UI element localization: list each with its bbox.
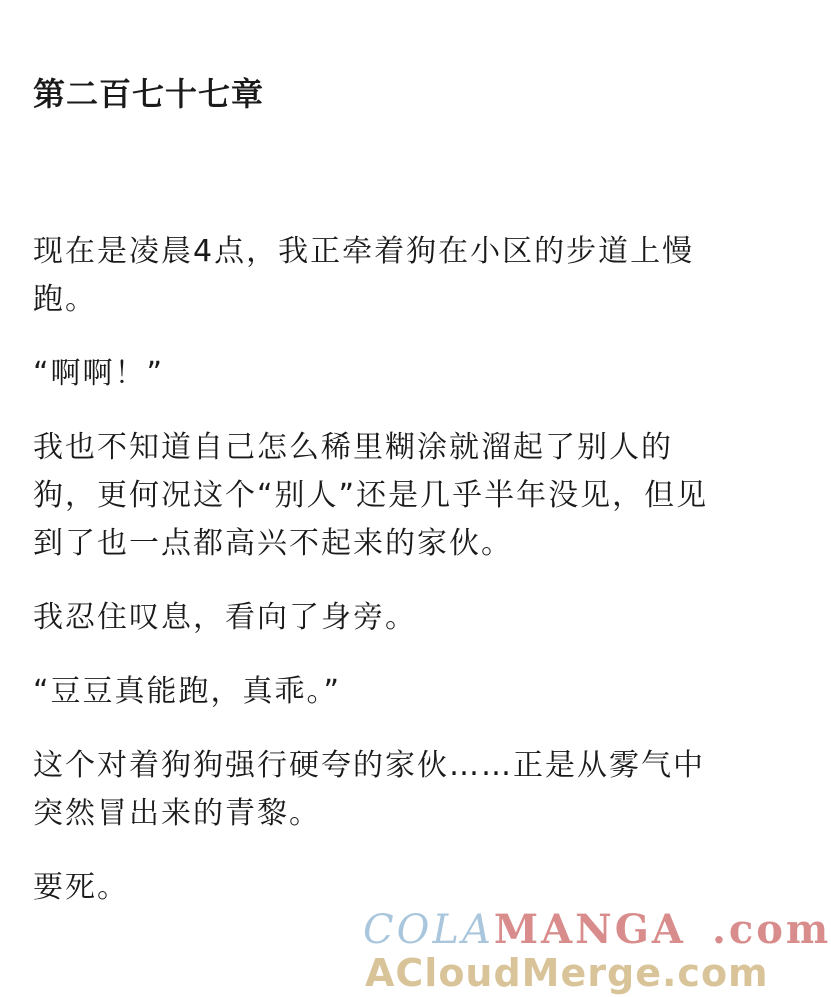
watermark-manga: MANGA — [493, 906, 686, 953]
watermark-dotcom: .com — [711, 906, 831, 953]
chapter-content — [33, 228, 733, 938]
paragraph: “啊啊！” — [33, 356, 165, 391]
paragraph: 现在是凌晨4点，我正牵着狗在小区的步道上慢跑。 — [33, 234, 695, 317]
paragraph: 我忍住叹息，看向了身旁。 — [33, 600, 417, 635]
paragraph: 要死。 — [33, 870, 129, 905]
watermark-brand — [363, 906, 831, 954]
watermark — [355, 906, 831, 996]
paragraph: “豆豆真能跑，真乖。” — [33, 674, 342, 709]
chapter-title: 第二百七十七章 — [33, 75, 265, 113]
paragraph: 这个对着狗狗强行硬夸的家伙……正是从雾气中突然冒出来的青黎。 — [33, 748, 705, 831]
watermark-domain: ACloudMerge.com — [365, 951, 769, 995]
paragraph: 我也不知道自己怎么稀里糊涂就溜起了别人的狗，更何况这个“别人”还是几乎半年没见，但见到了也一点都高兴不起来的家伙。 — [33, 430, 709, 561]
watermark-cola: COLA — [363, 907, 494, 953]
